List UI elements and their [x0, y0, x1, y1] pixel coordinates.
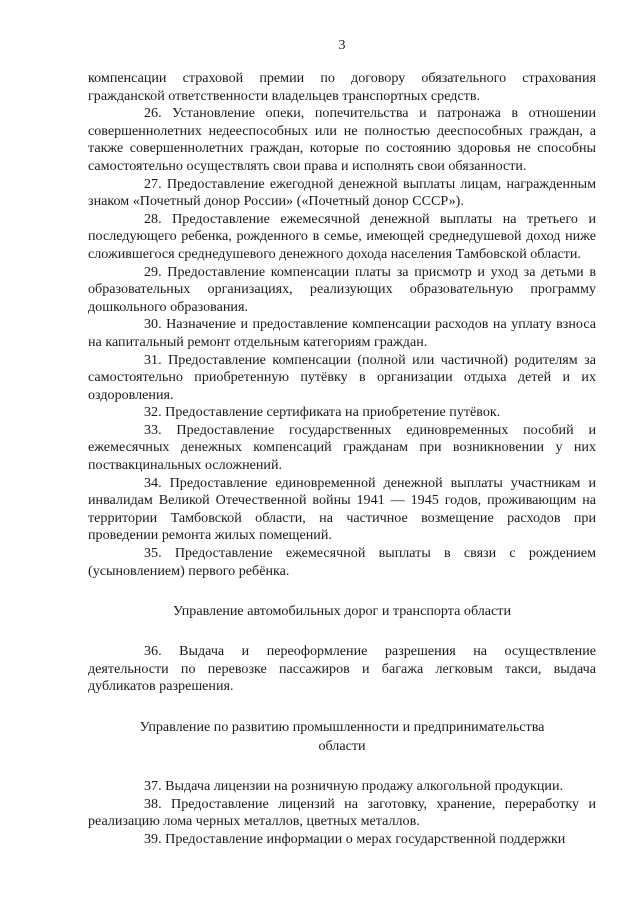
document-body — [88, 70, 596, 848]
paragraph-27: 27. Предоставление ежегодной денежной выплаты лицам, награжденным знаком «Почетный донор России» («Почетный донор СССР»). — [88, 175, 596, 210]
paragraph-34: 34. Предоставление единовременной денежной выплаты участникам и инвалидам Великой Отечественной войны 1941 — 1945 годов, проживающим на территории Тамбовской области, на частичное возмещение расходов при проведении ремонта жилых помещений. — [88, 474, 596, 544]
paragraph-39: 39. Предоставление информации о мерах государственной поддержки — [144, 830, 566, 847]
paragraph-25-continuation: компенсации страховой премии по договору обязательного страхования гражданской ответственности владельцев транспортных средств. — [88, 70, 596, 104]
section-heading-industry: Управление по развитию промышленности и предпринимательства области — [139, 719, 545, 754]
paragraph-31: 31. Предоставление компенсации (полной или частичной) родителям за самостоятельно приобретенную путёвку в организации отдыха детей и их оздоровления. — [88, 351, 596, 403]
paragraph-37: 37. Выдача лицензии на розничную продажу алкогольной продукции. — [144, 778, 564, 794]
paragraph-38: 38. Предоставление лицензий на заготовку, хранение, переработку и реализацию лома черных металлов, цветных металлов. — [88, 795, 596, 830]
paragraph-28: 28. Предоставление ежемесячной денежной выплаты на третьего и последующего ребенка, рожденного в семье, имеющей среднедушевой доход ниже сложившегося среднедушевого денежного дохода населения Тамбовской области. — [88, 210, 596, 262]
page-number: 3 — [338, 38, 346, 53]
paragraph-35: 35. Предоставление ежемесячной выплаты в связи с рождением (усыновлением) первого ребёнка. — [88, 545, 596, 579]
paragraph-26: 26. Установление опеки, попечительства и патронажа в отношении совершеннолетних недееспособных или не полностью дееспособных граждан, а также совершеннолетних граждан, которые по состоянию здоровья не способны самостоятельно осуществлять свои права и исполнять свои обязанности. — [88, 105, 596, 174]
section-heading-roads: Управление автомобильных дорог и транспорта области — [172, 603, 512, 620]
paragraph-33: 33. Предоставление государственных единовременных пособий и ежемесячных денежных компенсаций гражданам при возникновении у них поствакцинальных осложнений. — [88, 421, 596, 474]
paragraph-29: 29. Предоставление компенсации платы за присмотр и уход за детьми в образовательных организациях, реализующих образовательную программу дошкольного образования. — [88, 263, 596, 315]
paragraph-36: 36. Выдача и переоформление разрешения на осуществление деятельности по перевозке пассажиров и багажа легковым такси, выдача дубликатов разрешения. — [88, 643, 596, 695]
paragraph-30: 30. Назначение и предоставление компенсации расходов на уплату взноса на капитальный ремонт отдельным категориям граждан. — [88, 316, 596, 350]
document-page — [88, 0, 596, 905]
paragraph-32: 32. Предоставление сертификата на приобретение путёвок. — [144, 404, 501, 421]
